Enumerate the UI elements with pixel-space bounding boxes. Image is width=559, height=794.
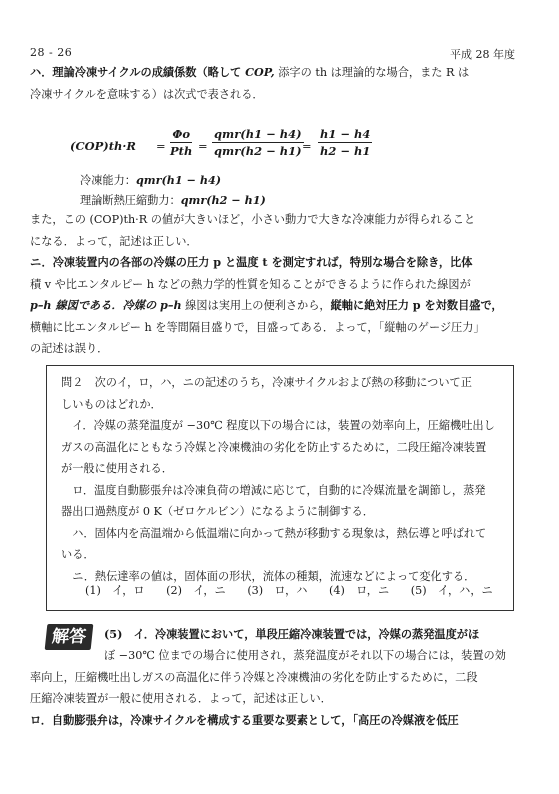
ni-text-3b: p–h [160,298,182,312]
answer-text-2: ぼ −30℃ 位までの場合に使用され，蒸発温度がそれ以下の場合には，装置の効 [104,649,506,662]
choice-4: (4) ロ，ニ [329,584,390,597]
ha-text-2: 冷凍サイクルを意味する）は次式で表される． [30,87,264,101]
answer-line-1: (5) イ．冷凍装置において，単段圧縮冷凍装置では，冷媒の蒸発温度がほ [104,627,480,641]
f3-numerator: h1 − h4 [320,127,371,141]
question-i-2: ガスの高温化にともなう冷媒と冷凍機油の劣化を防止するために，二段圧縮冷凍装置 [61,440,487,454]
question-ro-2: 器出口過熱度が 0 K（ゼロケルビン）になるように制御する． [61,505,374,518]
cop-formula [70,127,490,171]
question-ha-1: ハ．固体内を高温端から低温端に向かって熱が移動する現象は，熱伝導と呼ばれて [72,526,487,540]
paragraph-ni [30,252,528,360]
question-ha-2: いる． [61,548,95,561]
answer-text-5: ロ．自動膨張弁は，冷凍サイクルを構成する重要な要素として，「高圧の冷媒液を低圧 [30,713,459,727]
ni-text-1: ニ．冷凍装置内の各部の冷媒の圧力 p と温度 t を測定すれば，特別な場合を除き，比体 [30,255,473,269]
question-text-1: 問２ 次のイ，ロ，ハ，ニの記述のうち，冷凍サイクルおよび熱の移動について正 [61,376,472,389]
question-i-1: イ．冷媒の蒸発温度が −30℃ 程度以下の場合には，装置の効率向上，圧縮機吐出し [72,419,495,432]
choice-2: (2) イ，ニ [166,584,226,597]
ni-text-3c: 線図は実用上の便利さから， [181,299,331,312]
def-work-label: 理論断熱圧縮動力： [80,194,181,207]
answer-text-4: 圧縮冷凍装置が一般に使用される．よって，記述は正しい． [30,692,332,705]
choice-1: (1) イ，ロ [85,584,145,597]
f2-denominator: qmr(h2 − h1) [214,144,302,158]
question-box [46,365,514,611]
question-stem [61,372,501,587]
page-number: 28 - 26 [30,46,73,59]
choice-3: (3) ロ，ハ [247,584,308,597]
answer-badge: 解答 [45,624,94,650]
ha-text-1b: 添字の th は理論的な場合，また R は [278,66,470,79]
choice-5: (5) イ，ハ，ニ [410,584,493,597]
formula-eq-3: = [302,139,312,153]
f1-denominator: Pth [170,144,193,158]
formula-eq-1: = [156,139,166,153]
paragraph-mata [30,209,528,252]
question-ni-1: ニ．熱伝達率の値は，固体面の形状，流体の種類，流速などによって変化する． [72,569,476,583]
cop-term: COP, [245,65,275,79]
ni-text-2: 積 v や比エンタルピー h などの熱力学的性質を知ることができるように作られた線図が [30,277,471,291]
def-capacity-label: 冷凍能力： [80,174,136,187]
mata-text-2: になる．よって，記述は正しい． [30,234,198,248]
def-work [80,192,266,208]
f2-numerator: qmr(h1 − h4) [214,127,302,141]
formula-eq-2: = [198,139,208,153]
question-ro-1: ロ．温度自動膨張弁は冷凍負荷の増減に応じて，自動的に冷媒流量を調節し，蒸発 [72,483,486,497]
ni-text-3a: p–h 線図である．冷媒の [30,298,161,312]
formula-fraction-2 [212,127,304,158]
ni-text-5: の記述は誤り． [30,342,109,355]
formula-fraction-3 [318,127,372,158]
answer-choices [85,582,511,598]
answer-text-3: 率向上，圧縮機吐出しガスの高温化に伴う冷媒と冷凍機油の劣化を防止するために，二段 [30,671,478,684]
formula-fraction-1 [170,127,192,158]
mata-text-1: また，この (COP)th·R の値が大きいほど，小さい動力で大きな冷凍能力が得られること [30,213,476,226]
f1-numerator: Φo [170,127,192,143]
header-year: 平成 28 年度 [450,48,515,61]
paragraph-ha [30,62,528,105]
answer-text-1 [104,624,479,646]
ha-text-1a: ハ．理論冷凍サイクルの成績係数（略して [30,65,246,79]
def-work-expr: qmr(h2 − h1) [180,193,266,207]
question-text-2: しいものはどれか． [61,397,162,411]
ni-text-3d: 縦軸に絶対圧力 p を対数目盛で， [330,298,503,312]
def-capacity-expr: qmr(h1 − h4) [135,173,222,187]
question-i-3: が一般に使用される． [61,462,173,475]
ni-text-4: 横軸に比エンタルピー h を等間隔目盛りで，目盛ってある．よって，「縦軸のゲージ圧力」 [30,320,485,334]
formula-lhs: (COP)th·R [70,139,136,153]
f3-denominator: h2 − h1 [320,144,371,158]
def-capacity [80,172,221,188]
